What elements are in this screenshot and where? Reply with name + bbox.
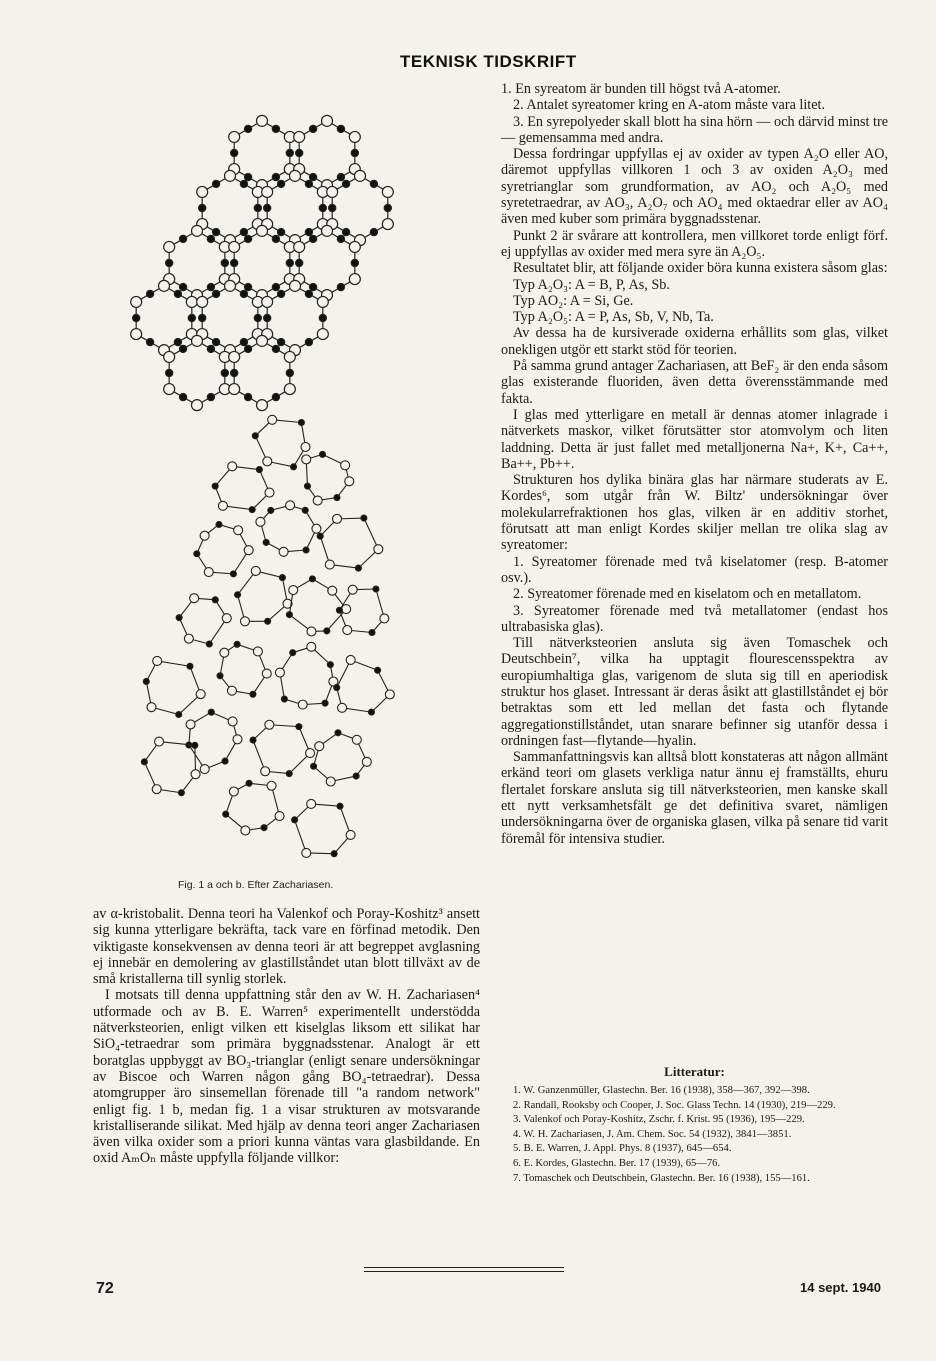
a-atom [324,628,330,634]
oxygen-atom [342,605,351,614]
oxygen-atom [298,700,307,709]
oxygen-atom [159,280,170,291]
reference-item: 2. Randall, Rooksby och Cooper, J. Soc. Glass Techn. 14 (1930), 219—229. [513,1099,836,1111]
a-atom [309,235,316,242]
oxygen-atom [257,400,268,411]
a-atom [337,803,343,809]
oxide-type-ao2: Typ AO₂: A = Si, Ge. [513,292,634,309]
a-atom [296,724,302,730]
oxygen-atom [343,626,352,635]
oxygen-atom [262,186,273,197]
a-atom [250,691,256,697]
oxygen-atom [275,812,284,821]
a-atom [143,678,149,684]
a-atom [179,345,186,352]
a-atom [207,283,214,290]
oxygen-atom [131,296,142,307]
a-atom [176,712,182,718]
oxygen-atom [192,225,203,236]
oxygen-atom [261,767,270,776]
oxygen-atom [251,566,260,575]
oxygen-atom [234,526,243,535]
oxygen-atom [262,669,271,678]
a-atom [319,314,326,321]
left-column [93,906,480,1167]
oxygen-atom [197,186,208,197]
a-atom [221,369,228,376]
a-atom [370,228,377,235]
a-atom [334,685,340,691]
a-atom [133,314,140,321]
oxygen-atom [348,585,357,594]
oxygen-atom [352,735,361,744]
a-atom [305,228,312,235]
oxygen-type-3: 3. Syreatomer förenade med två metallatomer (endast hos ultrabasiska glas). [501,602,888,635]
a-atom [291,464,297,470]
right-column [501,81,888,847]
a-atom [309,576,315,582]
a-atom [279,575,285,581]
oxygen-atom [374,545,383,554]
oxygen-atom [307,627,316,636]
a-atom [351,259,358,266]
a-atom [337,173,344,180]
a-atom [302,507,308,513]
a-atom [222,758,228,764]
paragraph: av α-kristobalit. Denna teori ha Valenkof och Poray-Koshitz³ ansett sig kunna ytterligare bekräfta, tack vare en förfinad metodik. Den viktigaste konsekvensen av denna teori är att begreppet avglasning ej innebär en demolering av glastillståndet utan blott tillväxt av de små kristallerna till synlig storlek. [93,906,480,988]
paragraph: Dessa fordringar uppfyllas ej av oxider av typen A₂O eller AO, däremot uppfyllas villkoren 1 och 3 av oxiden A₂O₃ med syretrianglar som grundformation, av AO₂ och A₂O₅ med syretetraedrar, av AO₃, A₂O₇ och AO₄ med oktaedrar eller av AO₄ även med kuber som primära byggnadsstenar. [501,146,888,228]
issue-date: 14 sept. 1940 [800,1280,881,1295]
oxygen-atom [164,351,175,362]
oxygen-atom [184,634,193,643]
oxygen-atom [302,455,311,464]
oxygen-atom [257,335,268,346]
a-atom [337,235,344,242]
oxygen-atom [265,488,274,497]
a-atom [221,259,228,266]
oxygen-atom [362,757,371,766]
a-atom [272,393,279,400]
a-atom [192,742,198,748]
a-atom [240,228,247,235]
a-atom [268,507,274,513]
a-atom [327,662,333,668]
a-atom [305,180,312,187]
oxygen-atom [200,765,209,774]
a-atom [305,290,312,297]
a-atom [290,650,296,656]
a-atom [216,521,222,527]
oxygen-atom [380,614,389,623]
paragraph: På samma grund antager Zachariasen, att BeF₂ är den enda såsom glas existerande fluoriden, även detta överensstämmande med fakta. [501,358,888,407]
oxygen-atom [346,830,355,839]
a-atom [187,663,193,669]
a-atom [254,204,261,211]
a-atom [179,283,186,290]
a-atom [207,393,214,400]
a-atom [244,283,251,290]
reference-item: 6. E. Kordes, Glastechn. Ber. 17 (1939), 65—76. [513,1157,721,1169]
a-atom [166,369,173,376]
a-atom [320,451,326,457]
oxygen-atom [240,617,249,626]
a-atom [212,228,219,235]
a-atom [272,345,279,352]
oxygen-atom [262,296,273,307]
oxygen-atom [197,296,208,307]
oxygen-atom [325,560,334,569]
a-atom [246,780,252,786]
a-atom [277,180,284,187]
a-atom [174,290,181,297]
reference-item: 1. W. Ganzenmüller, Glastechn. Ber. 16 (1938), 358—367, 392—398. [513,1085,810,1096]
oxygen-atom [275,668,284,677]
oxygen-atom [284,351,295,362]
a-atom [199,314,206,321]
a-atom [265,618,271,624]
a-atom [188,314,195,321]
oxygen-atom [155,737,164,746]
oxygen-atom [382,219,393,230]
a-atom [337,283,344,290]
oxygen-atom [349,241,360,252]
a-atom [212,597,218,603]
a-atom [244,345,251,352]
a-atom [206,641,212,647]
oxygen-atom [229,384,240,395]
oxygen-atom [186,296,197,307]
oxygen-type-2: 2. Syreatomer förenade med en kiselatom och en metallatom. [513,586,862,603]
oxygen-atom [164,384,175,395]
oxygen-atom [265,720,274,729]
a-atom [317,533,323,539]
a-atom [146,290,153,297]
oxygen-atom [186,720,195,729]
paragraph: I motsats till denna uppfattning står den av W. H. Zachariasen⁴ utformade och av B. E. Warren⁵ experimentellt understödda nätverksteorien, enligt vilken ett kiselglas liksom ett silikat har SiO₄-tetraedrar som primära byggnadsstenar. Analogt är ett boratglas uppbyggt av BO₃-trianglar (enligt senare undersökningar av Biscoe och Warren någon gång BO₄-tetraedrar). Dessa atomgrupper äro sinsemellan förenade till "a random network" enligt fig. 1 b, medan fig. 1 a visar strukturen av motsvarande kristalliserande silikat. Med hjälp av denna teori anger Zachariasen även vilka oxider som a priori kunna väntas vara glasbildande. En oxid AₘOₙ måste uppfylla följande villkor: [93,987,480,1167]
oxygen-atom [225,280,236,291]
a-atom [199,204,206,211]
oxygen-atom [326,777,335,786]
a-atom [331,851,337,857]
oxygen-atom [191,770,200,779]
a-atom [217,673,223,679]
page-number: 72 [96,1280,114,1297]
a-atom [329,204,336,211]
oxygen-atom [152,785,161,794]
a-atom [252,433,258,439]
oxygen-atom [227,686,236,695]
a-atom [256,467,262,473]
a-atom [207,345,214,352]
oxygen-atom [317,296,328,307]
a-atom [336,607,342,613]
oxide-type-a2o5: Typ A₂O₅: A = P, As, Sb, V, Nb, Ta. [513,309,714,326]
oxygen-atom [385,690,394,699]
oxygen-atom [268,415,277,424]
figure-1 [112,68,412,868]
oxygen-atom [196,690,205,699]
oxide-type-a2o3: Typ A₂O₃: A = B, P, As, Sb. [513,276,670,293]
a-atom [174,338,181,345]
a-atom [240,180,247,187]
oxygen-atom [312,524,321,533]
a-atom [272,283,279,290]
a-atom [384,204,391,211]
a-atom [309,173,316,180]
a-atom [370,180,377,187]
oxygen-atom [317,329,328,340]
oxygen-atom [290,170,301,181]
oxygen-atom [244,546,253,555]
paragraph: I glas med ytterligare en metall är dennas atomer inlagrade i nätverkets maskor, vilket förutsätter stor atomvolym och liten laddning. Detta är just fallet med metalljonerna Na+, K+, Ca++, Ba++, Pb++. [501,406,888,472]
a-atom [292,817,298,823]
a-atom [231,369,238,376]
oxygen-atom [306,749,315,758]
figure-1a-lattice [131,115,394,410]
a-atom [353,773,359,779]
paragraph: Till nätverksteorien ansluta sig även Tomaschek och Deutschbein⁷, vilka ha upptagit flourescensspektra av europiumhaltiga glas, varigenom de sluta sig till en aperiodisk struktur hos glaset. Intressant är deras åsikt att glastillståndet ej bör betraktas som ett led mellan det fasta och flytande aggregationstillståndet, utan snarare befinner sig utanför dessa i ordningen fast—flytande—hyalin. [501,635,888,749]
a-atom [286,149,293,156]
a-atom [223,811,229,817]
a-atom [208,709,214,715]
oxygen-atom [222,614,231,623]
a-atom [322,700,328,706]
reference-item: 3. Valenkof och Poray-Koshitz, Zschr. f. Krist. 95 (1936), 195—229. [513,1114,805,1126]
oxygen-atom [131,329,142,340]
oxygen-atom [200,531,209,540]
reference-item: 7. Tomaschek och Deutschbein, Glastechn. Ber. 16 (1938), 155—161. [513,1172,810,1184]
a-atom [303,547,309,553]
oxygen-atom [253,647,262,656]
a-atom [264,314,271,321]
oxygen-atom [257,225,268,236]
a-atom [212,180,219,187]
paragraph: Resultatet blir, att följande oxider böra kunna existera såsom glas: [513,260,888,277]
a-atom [355,565,361,571]
a-atom [361,515,367,521]
a-atom [240,338,247,345]
a-atom [176,615,182,621]
a-atom [305,338,312,345]
oxygen-atom [228,717,237,726]
oxygen-atom [294,131,305,142]
a-atom [234,641,240,647]
a-atom [335,730,341,736]
oxygen-atom [313,496,322,505]
a-atom [240,290,247,297]
oxygen-atom [256,517,265,526]
oxygen-atom [338,703,347,712]
oxygen-atom [257,115,268,126]
oxygen-atom [328,586,337,595]
a-atom [277,338,284,345]
a-atom [146,338,153,345]
a-atom [264,204,271,211]
oxygen-atom [302,848,311,857]
oxygen-atom [355,170,366,181]
reference-item: 5. B. E. Warren, J. Appl. Phys. 8 (1937), 645—654. [513,1143,732,1155]
a-atom [250,737,256,743]
a-atom [286,259,293,266]
a-atom [207,235,214,242]
oxygen-atom [382,186,393,197]
a-atom [286,612,292,618]
paragraph: Sammanfattningsvis kan alltså blott konstateras att någon allmänt erkänd teori om glasets verkliga natur ännu ej framställts, ehuru flertalet forskare ansluta sig till nätverksteorien, men kanske skall ett nytt verksamhetsfält ge det definitiva svaret, nämligen undersökningarna över de organiska glasen, vilka på senare tid varit föremål för intensiva studier. [501,749,888,847]
a-atom [244,173,251,180]
oxygen-atom [294,241,305,252]
oxygen-atom [315,742,324,751]
oxygen-atom [220,648,229,657]
a-atom [309,283,316,290]
a-atom [342,228,349,235]
oxygen-atom [229,787,238,796]
reference-list [501,1084,888,1186]
a-atom [281,696,287,702]
oxygen-atom [228,462,237,471]
oxygen-atom [192,335,203,346]
paragraph: Strukturen hos dylika binära glas har närmare studerats av E. Kordes⁶, som utgår från W. Biltz' undersökningar över molekularrefraktionen hos glas, vilken är en additiv storhet, förutsatt att man enligt Kordes skiljer mellan tre olika slag av syreatomer: [501,472,888,554]
a-atom [342,180,349,187]
a-atom [235,592,241,598]
figure-caption: Fig. 1 a och b. Efter Zachariasen. [178,879,334,891]
oxygen-atom [279,547,288,556]
a-atom [212,483,218,489]
condition-1: 1. En syreatom är bunden till högst två A-atomer. [501,81,781,97]
a-atom [311,763,317,769]
a-atom [272,235,279,242]
a-atom [375,667,381,673]
footer-divider [364,1267,564,1268]
a-atom [373,586,379,592]
a-atom [254,314,261,321]
a-atom [296,149,303,156]
a-atom [212,338,219,345]
a-atom [272,125,279,132]
oxygen-atom [349,131,360,142]
a-atom [319,204,326,211]
oxygen-atom [289,586,298,595]
oxygen-atom [327,186,338,197]
figure-1b-network [141,415,394,857]
a-atom [351,149,358,156]
a-atom [296,259,303,266]
oxygen-atom [267,781,276,790]
oxygen-atom [204,568,213,577]
oxygen-atom [349,274,360,285]
a-atom [179,393,186,400]
oxygen-atom [192,400,203,411]
a-atom [194,551,200,557]
oxygen-atom [345,477,354,486]
paragraph: Punkt 2 är svårare att kontrollera, men villkoret torde enligt förf. ej uppfyllas av oxider med mera syre än A₂O₅. [501,227,888,260]
oxygen-atom [233,735,242,744]
a-atom [244,235,251,242]
a-atom [178,790,184,796]
oxygen-atom [284,384,295,395]
oxygen-type-1: 1. Syreatomer förenade med två kiselatomer (resp. B-atomer osv.). [501,553,888,586]
a-atom [277,228,284,235]
oxygen-atom [286,501,295,510]
a-atom [179,235,186,242]
a-atom [334,495,340,501]
a-atom [249,507,255,513]
oxygen-atom [229,131,240,142]
a-atom [286,369,293,376]
oxygen-atom [307,799,316,808]
footer-divider [364,1271,564,1272]
oxygen-atom [307,642,316,651]
a-atom [368,709,374,715]
paragraph: Av dessa ha de kursiverade oxiderna erhållits som glas, vilket onekligen utgör ett starkt stöd för teorien. [501,325,888,358]
oxygen-atom [218,501,227,510]
a-atom [166,259,173,266]
a-atom [337,125,344,132]
reference-item: 4. W. H. Zachariasen, J. Am. Chem. Soc. 54 (1932), 3841—3851. [513,1128,792,1140]
a-atom [231,259,238,266]
oxygen-atom [229,351,240,362]
a-atom [261,825,267,831]
a-atom [263,539,269,545]
literature-title: Litteratur: [664,1064,725,1079]
a-atom [369,629,375,635]
oxygen-atom [333,514,342,523]
oxygen-atom [153,656,162,665]
oxygen-atom [241,826,250,835]
condition-3: 3. En syrepolyeder skall blott ha sina hörn — och därvid minst tre — gemensamma med andra. [501,113,888,146]
oxygen-atom [147,703,156,712]
oxygen-atom [229,241,240,252]
a-atom [231,149,238,156]
oxygen-atom [301,442,310,451]
condition-2: 2. Antalet syreatomer kring en A-atom måste vara litet. [513,97,826,114]
oxygen-atom [164,241,175,252]
oxygen-atom [346,655,355,664]
oxygen-atom [341,461,350,470]
oxygen-atom [225,170,236,181]
oxygen-atom [263,457,272,466]
a-atom [298,420,304,426]
oxygen-atom [190,594,199,603]
a-atom [286,771,292,777]
a-atom [230,571,236,577]
a-atom [304,483,310,489]
a-atom [244,393,251,400]
a-atom [309,125,316,132]
a-atom [244,125,251,132]
a-atom [277,290,284,297]
oxygen-atom [322,115,333,126]
a-atom [141,759,147,765]
journal-header: TEKNISK TIDSKRIFT [400,52,577,71]
a-atom [212,290,219,297]
a-atom [272,173,279,180]
oxygen-atom [290,280,301,291]
oxygen-atom [322,225,333,236]
